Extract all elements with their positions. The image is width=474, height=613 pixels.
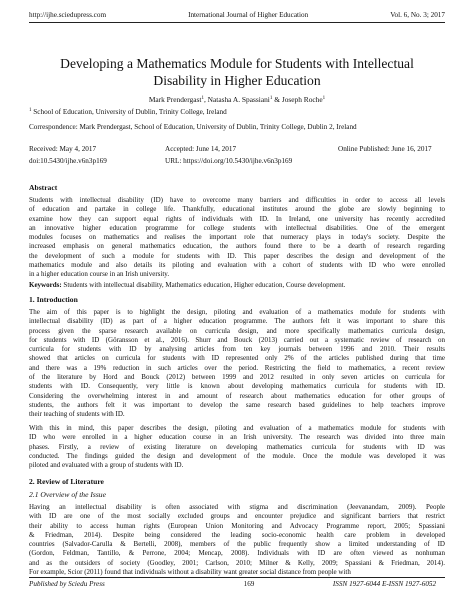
text-line: & Friedman, 2014). Despite being considered the leading socio-economic health care problem in developed [29, 530, 445, 539]
running-header [29, 11, 445, 20]
review-paragraph [29, 503, 445, 577]
footer-rule [29, 577, 445, 578]
text-line: curricula for students with ID by analysing articles from ten key journals between 1996 and 2010. Their results [29, 345, 445, 354]
text-line: mathematics module and also details its piloting and evaluation with a cohort of students with ID who were enrolled [29, 261, 445, 270]
text-line: their teaching of students with ID. [29, 410, 125, 419]
accepted-date: Accepted: June 14, 2017 [165, 145, 237, 153]
abstract-heading: Abstract [29, 183, 58, 192]
affiliation-text: School of Education, University of Dublin, Trinity College, Ireland [31, 108, 227, 116]
text-line: the development of such a module for students with ID. This paper describes the design and development of the [29, 251, 445, 260]
author-separator: & [272, 95, 282, 104]
affiliation [29, 108, 445, 117]
text-line: intellectual disability (ID) as part of a higher education programme. The authors felt it was important to share this [29, 317, 445, 326]
text-line: ID who were enrolled in a higher education course in an Irish university. The research was divided into three main [29, 433, 445, 442]
affiliation-marker: 1 [201, 96, 204, 101]
author-name: Mark Prendergast [148, 95, 202, 104]
affiliation-marker: 1 [29, 108, 32, 113]
publication-dates [29, 143, 445, 167]
subsection-heading-overview: 2.1 Overview of the Issue [29, 490, 106, 499]
text-line: and as the outsiders of society (Goodley, 2001; Carlson, 2010; Milner & Kelly, 2009; Spassiani & Friedman, 2014). [29, 558, 445, 567]
text-line: Considering the overwhelming interest in and amount of research about mathematics education for other groups of [29, 391, 445, 400]
affiliation-marker: 1 [322, 96, 326, 101]
text-line: for students with ID (Göransson et al., 2016). Shurr and Bouck (2013) carried out a systematic review of research on [29, 335, 445, 344]
journal-url[interactable]: http://ijhe.sciedupress.com [29, 11, 107, 19]
intro-paragraph-1 [29, 308, 445, 420]
page-footer [29, 580, 445, 589]
keywords-text: Students with intellectual disability, Mathematics education, Higher education, Course development. [61, 281, 346, 289]
header-rule [29, 22, 445, 23]
abstract-body [29, 196, 445, 280]
text-line: (Gordon, Feldman, Tantillo, & Perrone, 2004; Mencap, 2008). Individuals with ID are often viewed as nonhuman [29, 549, 445, 558]
text-line: students, the authors felt it was important to develop the same research based guidelines to help teachers improve [29, 400, 445, 409]
text-line: conducted. The findings guided the design and development of the module. Once the module was developed it was [29, 451, 445, 460]
text-line: The aim of this paper is to highlight the design, piloting and evaluation of a mathematics module for students with [29, 308, 445, 316]
text-line: an innovative higher education programme for college students with intellectual disabilities. One of the emergent [29, 223, 445, 232]
affiliation-marker: 1 [269, 96, 273, 101]
title-line: Disability in Higher Education [153, 73, 321, 88]
text-line: For example, Scior (2011) found that individuals without a disability want greater social distance from people with [29, 568, 351, 577]
text-line: of education and partake in college life. Thankfully, educational institutes around the globe are slowly beginning to [29, 205, 445, 214]
footer-publisher: Published by Sciedu Press [29, 580, 105, 588]
text-line: phases. Firstly, a review of existing literature on developing mathematics curricula for students with ID was [29, 442, 445, 451]
footer-issn: ISSN 1927-6044 E-ISSN 1927-6052 [332, 580, 437, 588]
volume-issue: Vol. 6, No. 3; 2017 [390, 11, 445, 19]
text-line: increased emphasis on general mathematics education, the authors found there to be a dearth of research regarding [29, 242, 445, 251]
author-separator: , [203, 95, 208, 104]
text-line: their ability to access human rights (European Union Monitoring and Advocacy Programme report, 2005; Spassiani [29, 521, 445, 530]
text-line: piloted and evaluated with a group of students with ID. [29, 461, 184, 470]
text-line: with ID are one of the most socially excluded groups and encounter prejudice and significant barriers that restrict [29, 512, 445, 521]
paper-title [40, 55, 434, 89]
text-line: of the literature by Hord and Bouck (2012) between 1999 and 2012 resulted in only seven articles on curricula for [29, 373, 445, 382]
page-number: 169 [243, 580, 255, 588]
section-heading-review: 2. Review of Literature [29, 477, 104, 486]
correspondence: Correspondence: Mark Prendergast, School of Education, University of Dublin, Trinity College, Dublin 2, Ireland [29, 123, 357, 131]
keywords [29, 281, 445, 290]
intro-paragraph-2 [29, 424, 445, 470]
text-line: examine how they can support equal rights of individuals with ID. In Ireland, one university has recently accredited [29, 214, 445, 223]
text-line: With this in mind, this paper describes the design, piloting and evaluation of a mathematics module for students with [29, 424, 445, 432]
received-date: Received: May 4, 2017 [29, 145, 97, 153]
author-name: Joseph Roche [281, 95, 323, 104]
doi-url[interactable]: URL: https://doi.org/10.5430/ijhe.v6n3p169 [165, 157, 293, 165]
text-line: process given the sparse research available on curricula design, and more specifically mathematics curricula design, [29, 326, 445, 335]
text-line: in a higher education course in an Irish university. [29, 270, 170, 279]
journal-name: International Journal of Higher Education [188, 11, 309, 19]
text-line: and there was a 19% reduction in such articles over the period. Restricting the field to mathematics, a recent review [29, 363, 445, 372]
text-line: Students with intellectual disability (ID) have to overcome many barriers and difficulties in order to access all levels [29, 196, 445, 204]
doi[interactable]: doi:10.5430/ijhe.v6n3p169 [29, 157, 107, 165]
keywords-label: Keywords: [29, 281, 62, 289]
text-line: students with ID. Consequently, very little is known about developing mathematics curricula for students with ID. [29, 382, 445, 391]
text-line: showed that articles on curricula for students with ID represented only 2% of the articles published during that time [29, 354, 445, 363]
online-date: Online Published: June 16, 2017 [338, 145, 432, 153]
title-line: Developing a Mathematics Module for Students with Intellectual [60, 56, 414, 71]
text-line: countries (Salvador-Carulla & Bertelli, 2008), members of the public frequently show a limited understanding of ID [29, 540, 445, 549]
author-name: Natasha A. Spassiani [207, 95, 270, 104]
author-list [40, 95, 434, 104]
text-line: Having an intellectual disability is often associated with stigma and discrimination (Jeevanandam, 2009). People [29, 503, 445, 511]
text-line: modules focuses on mathematics and realises the important role that numeracy plays in today's society. Despite the [29, 233, 445, 242]
section-heading-introduction: 1. Introduction [29, 295, 78, 304]
